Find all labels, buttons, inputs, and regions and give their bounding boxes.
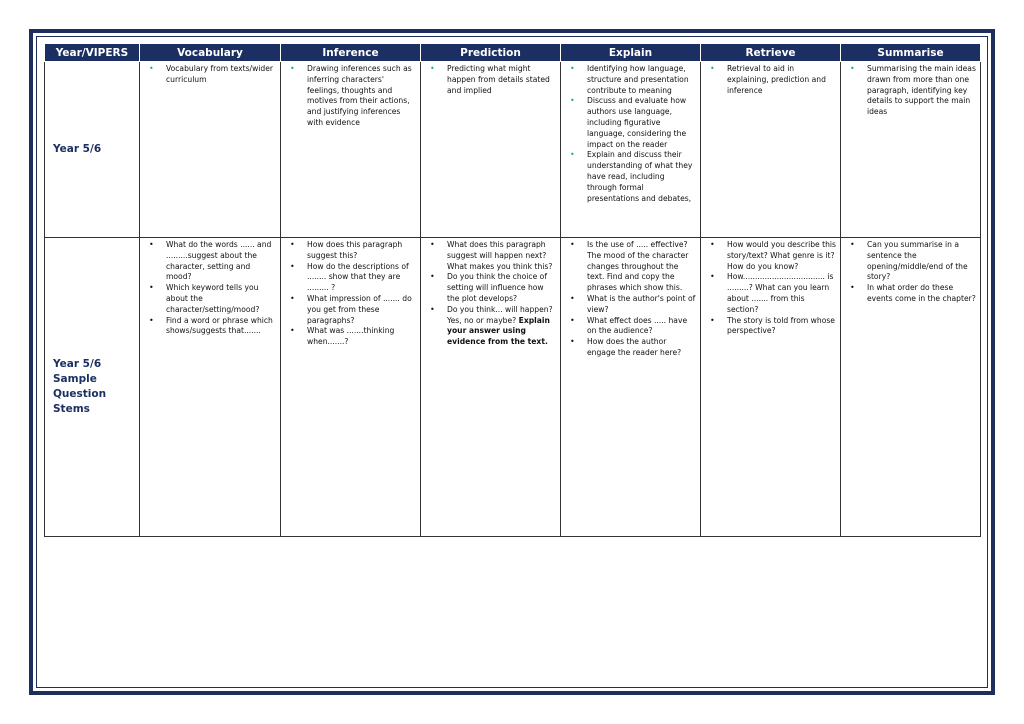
cell-prediction <box>421 62 561 238</box>
list-item: • Discuss and evaluate how authors use language, including figurative language, considering the impact on the reader <box>565 96 696 150</box>
header-year-vipers: Year/VIPERS <box>45 44 140 62</box>
list-item: • The story is told from whose perspective? <box>705 316 836 338</box>
list-item: • In what order do these events come in the chapter? <box>845 283 976 305</box>
list-item: • Is the use of ..... effective? The mood of the character changes throughout the text. Find and copy the phrases which show this. <box>565 240 696 294</box>
list-item: • Explain and discuss their understanding of what they have read, including through formal presentations and debates, <box>565 150 696 204</box>
list-item: • What effect does ..... have on the audience? <box>565 316 696 338</box>
cell-prediction <box>421 238 561 537</box>
header-vocabulary: Vocabulary <box>140 44 281 62</box>
cell-inference <box>281 62 421 238</box>
list-item-text: Do you think... will happen? Yes, no or maybe? <box>447 304 553 325</box>
row-label: Year 5/6 <box>45 62 140 238</box>
header-summarise: Summarise <box>841 44 981 62</box>
cell-summarise <box>841 62 981 238</box>
list-item: • Predicting what might happen from details stated and implied <box>425 64 556 96</box>
list-item: • Vocabulary from texts/wider curriculum <box>144 64 276 86</box>
table-row <box>45 238 981 537</box>
emphasis-text: Explain your answer using evidence from the text. <box>447 315 550 347</box>
cell-retrieve <box>701 62 841 238</box>
list-item: • What does this paragraph suggest will happen next? What makes you think this? <box>425 240 556 272</box>
cell-summarise <box>841 238 981 537</box>
list-item: • Which keyword tells you about the character/setting/mood? <box>144 283 276 315</box>
list-item: • How does the author engage the reader here? <box>565 337 696 359</box>
list-item <box>425 305 556 348</box>
header-inference: Inference <box>281 44 421 62</box>
list-item: • What impression of ....... do you get from these paragraphs? <box>285 294 416 326</box>
header-prediction: Prediction <box>421 44 561 62</box>
list-item: • How would you describe this story/text? What genre is it? How do you know? <box>705 240 836 272</box>
list-item: • Drawing inferences such as inferring characters' feelings, thoughts and motives from their actions, and justifying inferences with evidence <box>285 64 416 129</box>
header-retrieve: Retrieve <box>701 44 841 62</box>
cell-inference <box>281 238 421 537</box>
list-item: • Can you summarise in a sentence the opening/middle/end of the story? <box>845 240 976 283</box>
table-row <box>45 62 981 238</box>
cell-vocabulary <box>140 62 281 238</box>
list-item: • What is the author's point of view? <box>565 294 696 316</box>
list-item: • What do the words ...... and .........suggest about the character, setting and mood? <box>144 240 276 283</box>
cell-explain <box>561 238 701 537</box>
list-item: • What was .......thinking when.......? <box>285 326 416 348</box>
list-item: • Find a word or phrase which shows/suggests that....... <box>144 316 276 338</box>
list-item: • How do the descriptions of ........ show that they are ......... ? <box>285 262 416 294</box>
list-item: • How.................................. is .........? What can you learn about ....... from this section? <box>705 272 836 315</box>
header-row <box>45 44 981 62</box>
cell-retrieve <box>701 238 841 537</box>
list-item: • Do you think the choice of setting will influence how the plot develops? <box>425 272 556 304</box>
header-explain: Explain <box>561 44 701 62</box>
list-item: • Summarising the main ideas drawn from more than one paragraph, identifying key details to support the main ideas <box>845 64 976 118</box>
list-item: • Retrieval to aid in explaining, prediction and inference <box>705 64 836 96</box>
vipers-table <box>44 43 981 537</box>
list-item: • Identifying how language, structure and presentation contribute to meaning <box>565 64 696 96</box>
cell-explain <box>561 62 701 238</box>
list-item: • How does this paragraph suggest this? <box>285 240 416 262</box>
row-label: Year 5/6 Sample Question Stems <box>45 238 140 537</box>
cell-vocabulary <box>140 238 281 537</box>
